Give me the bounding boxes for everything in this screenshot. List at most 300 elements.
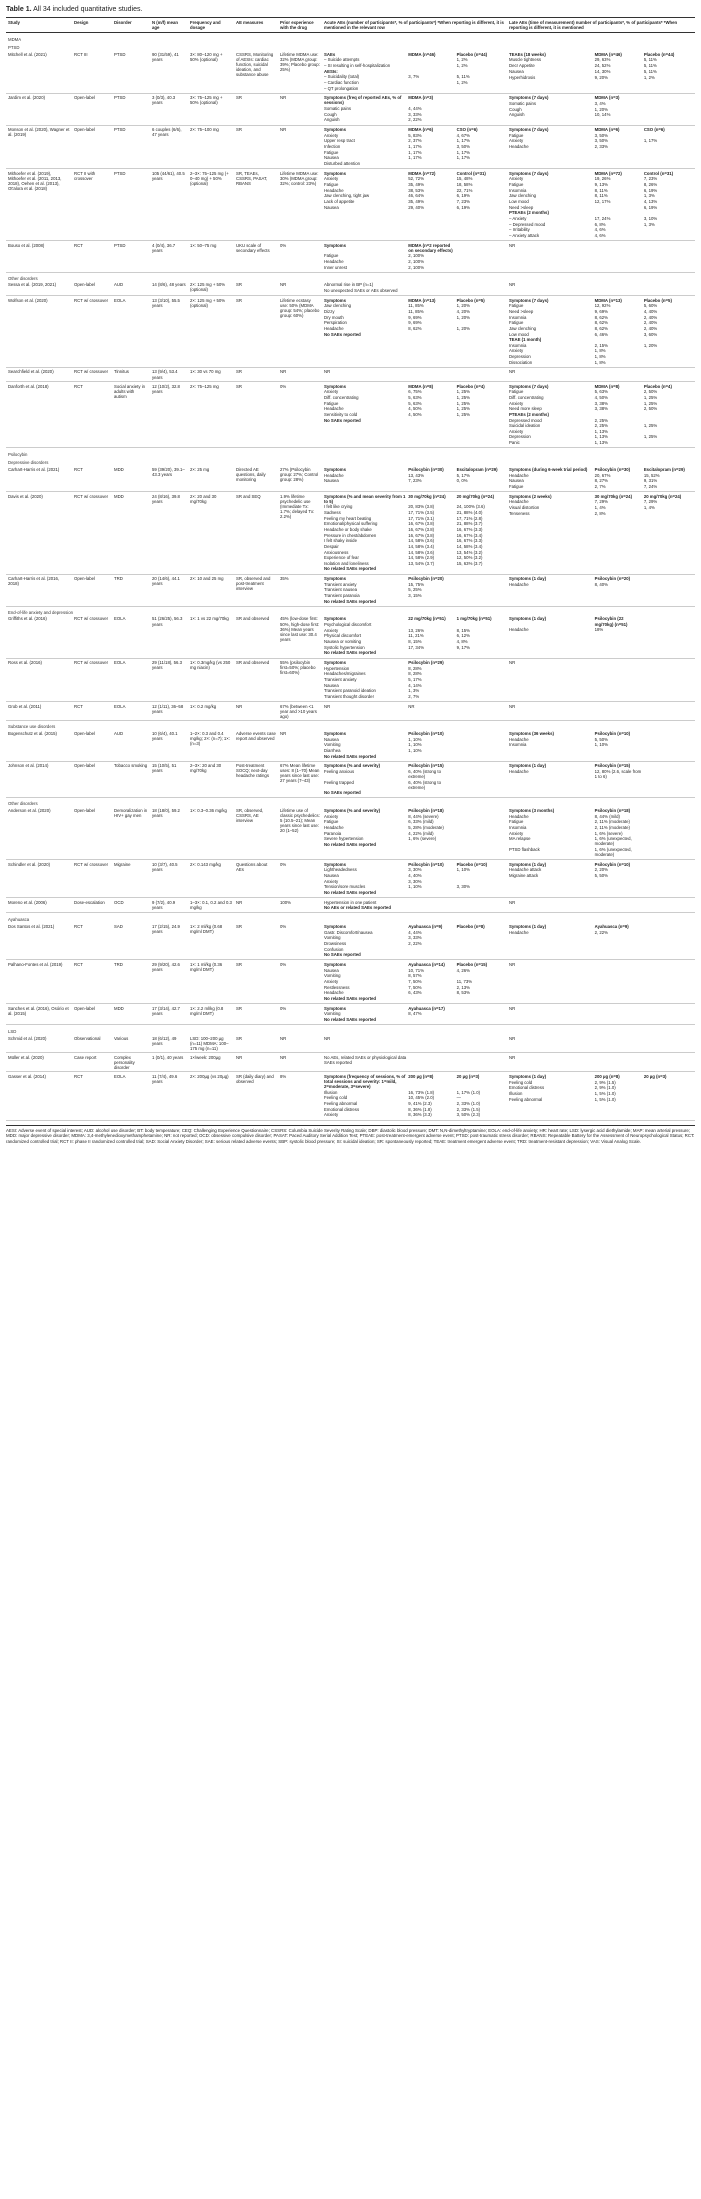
cell-n: 3 (0/3), 40.3 years [150, 93, 188, 125]
acute-ae-cell: No SAEs reported [324, 331, 361, 337]
late-ae-cell: NR [509, 899, 516, 905]
cell-late-aes [507, 281, 695, 296]
cell-frequency: 2×: 25 mg [188, 465, 234, 491]
acute-ae-cell [457, 842, 505, 848]
late-ae-cell [595, 962, 644, 968]
cell-prior-experience: 0% [278, 241, 322, 273]
late-ae-cell: MDMA (n=6) [594, 127, 620, 133]
acute-ae-cell [408, 905, 456, 911]
late-ae-cell: 1, 13% [594, 434, 609, 440]
late-ae-cell [595, 1036, 644, 1042]
cell-disorder: AUD [112, 729, 150, 761]
acute-ae-list [324, 369, 505, 375]
cell-design: RCT w/ crossover [72, 860, 112, 898]
cell-n: 1 (0/1), 40 years [150, 1053, 188, 1072]
late-ae-cell: Symptoms (7 days) [509, 127, 549, 133]
table-row [6, 125, 695, 169]
cell-ae-measures: SR [234, 296, 278, 368]
late-ae-cell: 3, 38% [594, 400, 609, 406]
cell-study: Schindler et al. (2020) [6, 860, 72, 898]
cell-prior-experience: NR [278, 1034, 322, 1053]
late-ae-cell [644, 660, 693, 666]
cell-design: Open-label [72, 574, 112, 606]
acute-ae-cell: Psilocybin (n=10) [408, 861, 444, 867]
acute-ae-cell: Symptoms [324, 170, 346, 176]
cell-acute-aes [322, 296, 507, 368]
cell-n: 6 couples (6/6), 47 years [150, 125, 188, 169]
acute-ae-cell [408, 754, 456, 760]
late-ae-cell: Low mood [509, 198, 529, 204]
section-row [6, 913, 695, 923]
late-ae-cell: PTSD flashback [509, 847, 540, 852]
acute-ae-cell: 2, 33% (1.0) [456, 1101, 481, 1107]
late-ae-row [509, 704, 693, 710]
section-heading: MDMA [8, 37, 22, 43]
late-ae-cell: 1, 6% (unexpected, moderate) [594, 836, 632, 847]
late-ae-cell: Anguish [509, 112, 525, 118]
header-ae-measures: AE measures [234, 18, 278, 33]
acute-ae-cell: Headache [324, 258, 344, 264]
acute-ae-cell: 13, 43% [408, 472, 425, 478]
late-ae-cell: Headache [509, 768, 529, 774]
acute-ae-cell: Fatigue [324, 149, 339, 155]
acute-ae-cell: — [456, 1095, 461, 1101]
acute-ae-row [324, 842, 505, 848]
acute-ae-cell: SAEs [324, 51, 336, 57]
acute-ae-cell: Nausea [324, 967, 339, 973]
acute-ae-cell: Psilocybin (n=10) [408, 730, 444, 736]
acute-ae-list [324, 243, 505, 271]
acute-ae-cell: Inner unrest [324, 264, 347, 270]
acute-ae-list [324, 95, 505, 123]
cell-disorder: PTSD [112, 241, 150, 273]
acute-ae-cell [408, 1055, 456, 1066]
acute-ae-cell: 5, 63% [408, 400, 422, 406]
cell-disorder: PTSD [112, 50, 150, 93]
cell-n: 12 (10/2), 32.8 years [150, 382, 188, 448]
cell-study: Bogenschutz et al. (2015) [6, 729, 72, 761]
acute-ae-cell: Nausea [324, 736, 339, 742]
cell-late-aes [507, 382, 695, 448]
cell-n: 18 (18/0), 59.2 years [150, 807, 188, 860]
acute-ae-cell: 4, 26% [456, 967, 471, 973]
acute-ae-cell: 10, 45% (2.0) [408, 1095, 435, 1101]
acute-ae-cell: 52, 72% [408, 176, 425, 182]
cell-late-aes [507, 125, 695, 169]
cell-prior-experience: 67% Mean lifetime uses: 8 (1–70) Mean years since last use: 27 years (7–43) [278, 761, 322, 798]
acute-ae-cell: No unexpected SAEs or AEs observed [324, 287, 398, 293]
section-heading: Substance use disorders [8, 724, 56, 730]
acute-ae-row [324, 95, 505, 106]
acute-ae-cell: Symptoms (% and mean severity from 1 to 5) [324, 493, 406, 504]
acute-ae-cell: Symptoms [324, 924, 346, 930]
acute-ae-cell: 15, 75% [408, 581, 425, 587]
acute-ae-cell [408, 1036, 456, 1042]
late-ae-row [509, 1074, 693, 1080]
cell-n: 4 (0/4), 36.7 years [150, 241, 188, 273]
cell-acute-aes [322, 729, 507, 761]
late-ae-cell: Muscle tightness [509, 57, 542, 63]
late-ae-cell [644, 144, 693, 150]
cell-ae-measures: SR [234, 1034, 278, 1053]
acute-ae-list [324, 660, 505, 700]
cell-study: Danforth et al. (2018) [6, 382, 72, 448]
late-ae-cell: 1, 4% [643, 504, 655, 510]
acute-ae-cell: 4, 14% [408, 682, 422, 688]
cell-acute-aes [322, 492, 507, 575]
acute-ae-cell: Transient thought disorder [324, 694, 374, 699]
section-row [6, 448, 695, 458]
late-ae-list [509, 660, 693, 666]
header-prior-experience: Prior experience with the drug [278, 18, 322, 33]
acute-ae-cell: Transient anxiety [324, 677, 357, 683]
late-ae-cell: 1, 4% [594, 504, 606, 510]
acute-ae-cell: 1, 3% [408, 688, 420, 694]
acute-ae-cell: 13, 26% [408, 627, 425, 633]
acute-ae-cell: Fatigue [324, 819, 339, 825]
cell-study: Grob et al. (2011) [6, 702, 72, 721]
late-ae-cell [644, 930, 693, 936]
acute-ae-cell: 11, 85% [408, 303, 424, 309]
cell-ae-measures: CSSRS, Monitoring of AESIs: cardiac function, suicidal ideation, and substance abuse [234, 50, 278, 93]
cell-design: Open-label [72, 761, 112, 798]
cell-disorder: Migraine [112, 860, 150, 898]
header-design: Design [72, 18, 112, 33]
acute-ae-cell: Emotional distress [324, 1106, 360, 1112]
table-row [6, 761, 695, 798]
cell-disorder: OCD [112, 898, 150, 913]
late-ae-cell: 1, 8% [594, 359, 606, 365]
late-ae-cell: – Depressed mood [509, 221, 546, 227]
late-ae-cell: NR [509, 1054, 516, 1060]
cell-prior-experience: NR [278, 93, 322, 125]
cell-frequency: 2×: 75–125 mg [188, 382, 234, 448]
acute-ae-cell: Symptoms [324, 242, 346, 248]
late-ae-cell: 7, 29% [643, 499, 658, 505]
table-row [6, 281, 695, 296]
late-ae-cell: 6, 19% [643, 204, 658, 210]
acute-ae-cell: Nausea or vomiting [324, 639, 362, 645]
acute-ae-cell: Symptoms [324, 127, 346, 133]
acute-ae-cell: 3, 30% [456, 884, 471, 890]
caption-text: All 34 included quantitative studies. [33, 6, 143, 13]
acute-ae-cell: 8, 62% [408, 325, 422, 331]
cell-prior-experience: Lifetime ecstasy use: 50% (MDMA group: 54%; placebo group: 60%) [278, 296, 322, 368]
late-ae-row [509, 836, 693, 847]
cell-disorder: Complex personality disorder [112, 1053, 150, 1072]
acute-ae-cell: Placebo (n=15) [456, 961, 488, 967]
section-heading: LSD [8, 1029, 17, 1035]
cell-prior-experience: NR [278, 367, 322, 381]
late-ae-list [509, 576, 693, 587]
late-ae-cell: PTEAEs (2 months) [509, 411, 549, 417]
section-heading: Other disorders [8, 801, 38, 807]
late-ae-cell: Fatigue [509, 389, 524, 395]
cell-late-aes [507, 898, 695, 913]
acute-ae-cell [457, 265, 505, 271]
acute-ae-cell: 20 mg/70kg (n=24) [456, 493, 495, 499]
cell-study: Dos Santos et al. (2021) [6, 923, 72, 960]
acute-ae-cell: 15, 63% (3.7) [456, 560, 483, 566]
cell-acute-aes [322, 465, 507, 491]
cell-study: Jardim et al. (2020) [6, 93, 72, 125]
cell-n: 51 (26/25), 56.3 years [150, 615, 188, 658]
late-ae-row [509, 962, 693, 968]
late-ae-cell: 2, 11% (moderate) [594, 819, 630, 825]
acute-ae-cell [457, 1036, 505, 1042]
cell-late-aes [507, 761, 695, 798]
cell-acute-aes [322, 898, 507, 913]
acute-ae-row [324, 754, 505, 760]
late-ae-cell: 2, 40% [643, 325, 658, 331]
late-ae-cell: Fatigue [509, 483, 524, 489]
late-ae-cell: Symptoms (7 days) [509, 95, 549, 101]
late-ae-cell: Tenseness [509, 510, 530, 516]
late-ae-row [509, 1036, 693, 1042]
acute-ae-cell: Lightheadedness [324, 867, 357, 873]
late-ae-cell: Anxiety [509, 138, 524, 144]
late-ae-cell [644, 440, 693, 446]
cell-n: 15 (10/5), 51 years [150, 761, 188, 798]
table-row [6, 807, 695, 860]
late-ae-row [509, 616, 693, 627]
cell-disorder: Demoralization in HIV+ gay men [112, 807, 150, 860]
acute-ae-cell: No related SAEs reported [324, 598, 377, 604]
late-ae-cell: Psilocybin (n=18) [594, 808, 631, 813]
acute-ae-row [324, 890, 505, 896]
acute-ae-list [324, 576, 505, 604]
acute-ae-cell: 4, 50% [408, 406, 422, 412]
late-ae-cell: Headache attack [509, 867, 542, 873]
section-row [6, 33, 695, 43]
cell-frequency: 1×: 2.2 ml/kg (0.8 mg/ml DMT) [188, 1004, 234, 1025]
acute-ae-cell: Transient paranoid ideation [324, 688, 376, 694]
late-ae-cell: Feeling cold [509, 1079, 533, 1085]
cell-late-aes [507, 296, 695, 368]
late-ae-cell [595, 282, 644, 288]
acute-ae-cell: 1, 17% [456, 138, 471, 144]
cell-ae-measures: SR (daily diary) and observed [234, 1072, 278, 1120]
cell-design: Case report [72, 1053, 112, 1072]
late-ae-cell [644, 836, 693, 847]
acute-ae-cell: 6, 12% [456, 633, 471, 639]
acute-ae-cell: Psilocybin (n=15) [408, 763, 444, 769]
cell-study: Mitchell et al. (2021) [6, 50, 72, 93]
acute-ae-cell: No AEs or related SAEs reported [324, 905, 391, 911]
cell-design: RCT [72, 465, 112, 491]
acute-ae-cell: Ayahuasca (n=17) [408, 1005, 445, 1011]
acute-ae-row [324, 117, 505, 123]
acute-ae-cell [457, 243, 505, 254]
acute-ae-cell: 16, 67% (3.8) [408, 526, 435, 532]
acute-ae-cell: 1, 17% [408, 149, 422, 155]
acute-ae-row [324, 555, 505, 561]
acute-ae-cell: 8, 47% [408, 1011, 422, 1017]
cell-acute-aes [322, 860, 507, 898]
acute-ae-cell: Fatigue [324, 181, 339, 187]
cell-ae-measures: Directed AE questions, daily monitoring [234, 465, 278, 491]
cell-disorder: EOLA [112, 658, 150, 702]
acute-ae-cell [408, 566, 456, 572]
acute-ae-list [324, 298, 505, 338]
acute-ae-cell: 16, 67% (3.8) [408, 532, 435, 538]
acute-ae-cell [457, 161, 505, 167]
acute-ae-cell: Symptoms (% and severity) [324, 808, 381, 813]
acute-ae-cell: Confusion [324, 946, 344, 952]
late-ae-cell: Headache [509, 581, 529, 587]
late-ae-cell: Need >sleep [509, 308, 534, 314]
cell-late-aes [507, 923, 695, 960]
late-ae-list [509, 862, 693, 879]
cell-prior-experience: NR [278, 1053, 322, 1072]
late-ae-list [509, 298, 693, 366]
late-ae-cell: TEAEs (18 weeks) [509, 51, 546, 57]
section-heading: End-of-life anxiety and depression [8, 609, 73, 615]
acute-ae-cell: Headache [324, 325, 344, 331]
acute-ae-cell: 14, 58% (2.9) [408, 555, 435, 561]
late-ae-cell: Diff. concentrating [509, 394, 544, 400]
acute-ae-cell [408, 890, 456, 896]
late-ae-list [509, 171, 693, 239]
cell-acute-aes [322, 281, 507, 296]
cell-ae-measures: Adverse events case report and observed [234, 729, 278, 761]
cell-n: 13 (9/4), 53.4 years [150, 367, 188, 381]
late-ae-list [509, 369, 693, 375]
acute-ae-cell: 1, 17% [408, 155, 422, 161]
late-ae-cell: Symptoms (1 day) [509, 616, 547, 622]
acute-ae-cell: 24, 100% (3.6) [456, 504, 485, 510]
acute-ae-cell: Transient paranoia [324, 593, 360, 599]
late-ae-row [509, 1055, 693, 1061]
late-ae-cell: NR [509, 660, 516, 666]
late-ae-cell: NR [509, 242, 516, 248]
late-ae-cell [644, 282, 693, 288]
late-ae-cell: 2, 33% [594, 144, 609, 149]
late-ae-cell: 8, 27% [594, 478, 609, 484]
cell-acute-aes [322, 1072, 507, 1120]
acute-ae-cell: Disturbed attention [324, 160, 361, 166]
acute-ae-list [324, 171, 505, 211]
acute-ae-cell: Sadness [324, 509, 341, 515]
late-ae-cell: TEAE (1 month) [509, 337, 542, 343]
section-row [6, 721, 695, 730]
acute-ae-cell: 1 mg/70kg (n=51) [456, 616, 492, 622]
acute-ae-cell: 14, 58% (3.4) [456, 543, 483, 549]
late-ae-list [509, 1074, 693, 1102]
table-caption [6, 6, 695, 13]
acute-ae-cell: 5, 11% [456, 74, 470, 80]
cell-study: Sessa et al. (2019, 2021) [6, 281, 72, 296]
cell-prior-experience: 0% [278, 923, 322, 960]
late-ae-cell: Anxiety [509, 176, 524, 182]
acute-ae-cell: 4, 50% [408, 411, 422, 417]
cell-prior-experience: 35% [278, 574, 322, 606]
cell-ae-measures: UKU scale of secondary effects [234, 241, 278, 273]
late-ae-cell: 2, 50% [643, 406, 658, 412]
cell-n: 10 (3/7), 40.5 years [150, 860, 188, 898]
acute-ae-cell [457, 754, 505, 760]
late-ae-cell: Emotional distress [509, 1085, 545, 1091]
cell-n: 105 (44/61), 40.5 years [150, 169, 188, 241]
late-ae-cell: 4, 6% [594, 232, 606, 238]
acute-ae-cell [408, 369, 456, 375]
acute-ae-cell: Headaches/migraines [324, 671, 366, 677]
acute-ae-cell: Restlessness [324, 984, 350, 990]
acute-ae-cell [408, 952, 456, 958]
late-ae-cell: Feeling abnormal [509, 1096, 543, 1102]
cell-acute-aes [322, 761, 507, 798]
cell-prior-experience: 55% (psilocybin first=50%; placebo first=60%) [278, 658, 322, 702]
acute-ae-cell [408, 332, 456, 338]
acute-ae-cell: Anxiety [324, 1112, 339, 1118]
late-ae-cell: MDMA (n=13) [594, 297, 622, 303]
acute-ae-cell: 6, 40% (strong to extreme) [408, 768, 441, 779]
acute-ae-row [324, 650, 505, 656]
acute-ae-cell: 1, 17% [456, 149, 471, 155]
late-ae-cell [595, 369, 644, 375]
cell-disorder: SAD [112, 923, 150, 960]
late-ae-cell: – Anxiety [509, 215, 527, 221]
late-ae-cell [644, 769, 693, 780]
acute-ae-cell: Feeling abnormal [324, 1101, 358, 1107]
acute-ae-row [324, 494, 505, 505]
acute-ae-cell: 20, 83% (3.8) [408, 504, 435, 510]
cell-acute-aes [322, 702, 507, 721]
table-row [6, 574, 695, 606]
acute-ae-row [324, 265, 505, 271]
acute-ae-cell: 8, 28% [408, 665, 422, 671]
late-ae-cell: Headache [509, 736, 529, 742]
late-ae-cell: 2, 11% (moderate) [594, 824, 630, 830]
cell-disorder: PTSD [112, 169, 150, 241]
acute-ae-cell: 4, 67% [456, 132, 471, 138]
late-ae-cell: 5, 50% [594, 873, 609, 879]
cell-design: RCT [72, 382, 112, 448]
acute-ae-list [324, 763, 505, 796]
late-ae-cell: 9, 31% [643, 478, 658, 484]
acute-ae-cell: 14, 58% (3.6) [408, 538, 435, 544]
acute-ae-list [324, 731, 505, 759]
late-ae-row [509, 1097, 693, 1103]
acute-ae-cell: Severe hypertension [324, 836, 364, 842]
acute-ae-cell: 11, 85% [408, 308, 424, 314]
late-ae-cell: 1, 3% [643, 221, 655, 227]
cell-frequency: LSD: 100–200 µg (n=11) MDMA: 100–175 mg (n=11) [188, 1034, 234, 1053]
late-ae-row [509, 360, 693, 366]
cell-frequency: 1×: 0.3mg/kg (vs 250 mg niacin) [188, 658, 234, 702]
acute-ae-cell [457, 890, 505, 896]
cell-frequency: 1×: 0.2 mg/kg [188, 702, 234, 721]
header-late-aes: Late AEs (time of measurement) number of participants*, % of participants* *When reporting is different, it is mentioned [507, 18, 695, 33]
late-ae-row [509, 582, 693, 588]
acute-ae-cell: MDMA (n=72) [408, 170, 436, 176]
cell-late-aes [507, 1053, 695, 1072]
late-ae-cell: 7, 29% [594, 499, 609, 505]
cell-late-aes [507, 1034, 695, 1053]
acute-ae-cell: Ayahuasca (n=14) [408, 961, 445, 967]
late-ae-row [509, 511, 693, 517]
acute-ae-list [324, 862, 505, 896]
late-ae-cell: 2, 40% [643, 320, 658, 326]
acute-ae-cell: Paranoia [324, 830, 342, 836]
late-ae-cell: 1, 8% [594, 348, 606, 354]
acute-ae-cell [457, 369, 505, 375]
late-ae-cell: Nausea [509, 69, 524, 75]
section-row [6, 457, 695, 465]
late-ae-cell: Insomnia [509, 824, 527, 830]
acute-ae-cell: Transient anxiety [324, 581, 357, 587]
late-ae-cell: Anxiety [509, 348, 524, 354]
